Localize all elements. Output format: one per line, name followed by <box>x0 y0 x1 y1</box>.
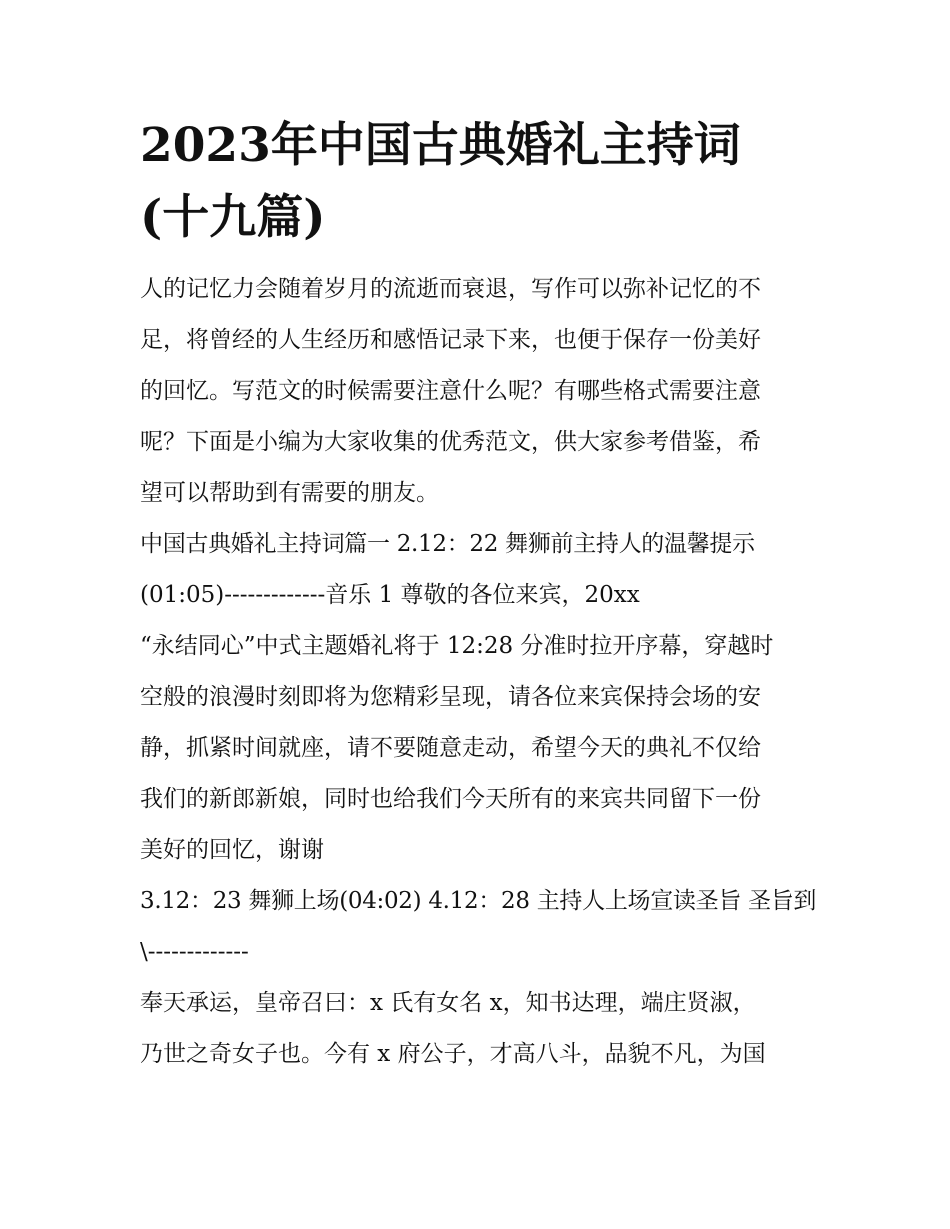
decree-line: 乃世之奇女子也。今有 x 府公子，才高八斗，品貌不凡，为国 <box>140 1041 766 1067</box>
title-line-2: (十九篇) <box>140 190 326 245</box>
body-line: 我们的新郎新娘，同时也给我们今天所有的来宾共同留下一份 <box>140 786 761 812</box>
body-line: “永结同心”中式主题婚礼将于 12:28 分准时拉开序幕，穿越时 <box>140 633 774 659</box>
body-paragraph <box>140 621 812 876</box>
music-cue-line: (01:05)-------------音乐 1 尊敬的各位来宾，20xx <box>140 582 640 608</box>
schedule-line: 3.12：23 舞狮上场(04:02) 4.12：28 主持人上场宣读圣旨 圣旨到 <box>140 888 817 914</box>
document-title <box>140 110 812 254</box>
intro-line: 的回忆。写范文的时候需要注意什么呢？有哪些格式需要注意 <box>140 378 761 404</box>
body-line: 静，抓紧时间就座，请不要随意走动，希望今天的典礼不仅给 <box>140 735 761 761</box>
section-heading: 中国古典婚礼主持词篇一 2.12：22 舞狮前主持人的温馨提示 <box>140 531 755 557</box>
intro-line: 呢？下面是小编为大家收集的优秀范文，供大家参考借鉴，希 <box>140 429 761 455</box>
decree-line: 奉天承运，皇帝召曰：x 氏有女名 x，知书达理，端庄贤淑， <box>140 990 756 1016</box>
intro-line: 足，将曾经的人生经历和感悟记录下来，也便于保存一份美好 <box>140 327 761 353</box>
body-line: 空般的浪漫时刻即将为您精彩呈现，请各位来宾保持会场的安 <box>140 684 761 710</box>
separator-line: \------------- <box>140 939 249 965</box>
decree-paragraph <box>140 978 812 1080</box>
body-line: 美好的回忆，谢谢 <box>140 837 324 863</box>
intro-paragraph <box>140 264 812 519</box>
title-line-1: 2023年中国古典婚礼主持词 <box>140 118 741 173</box>
document-page <box>140 110 817 1080</box>
intro-line: 人的记忆力会随着岁月的流逝而衰退，写作可以弥补记忆的不 <box>140 276 761 302</box>
intro-line: 望可以帮助到有需要的朋友。 <box>140 480 439 506</box>
